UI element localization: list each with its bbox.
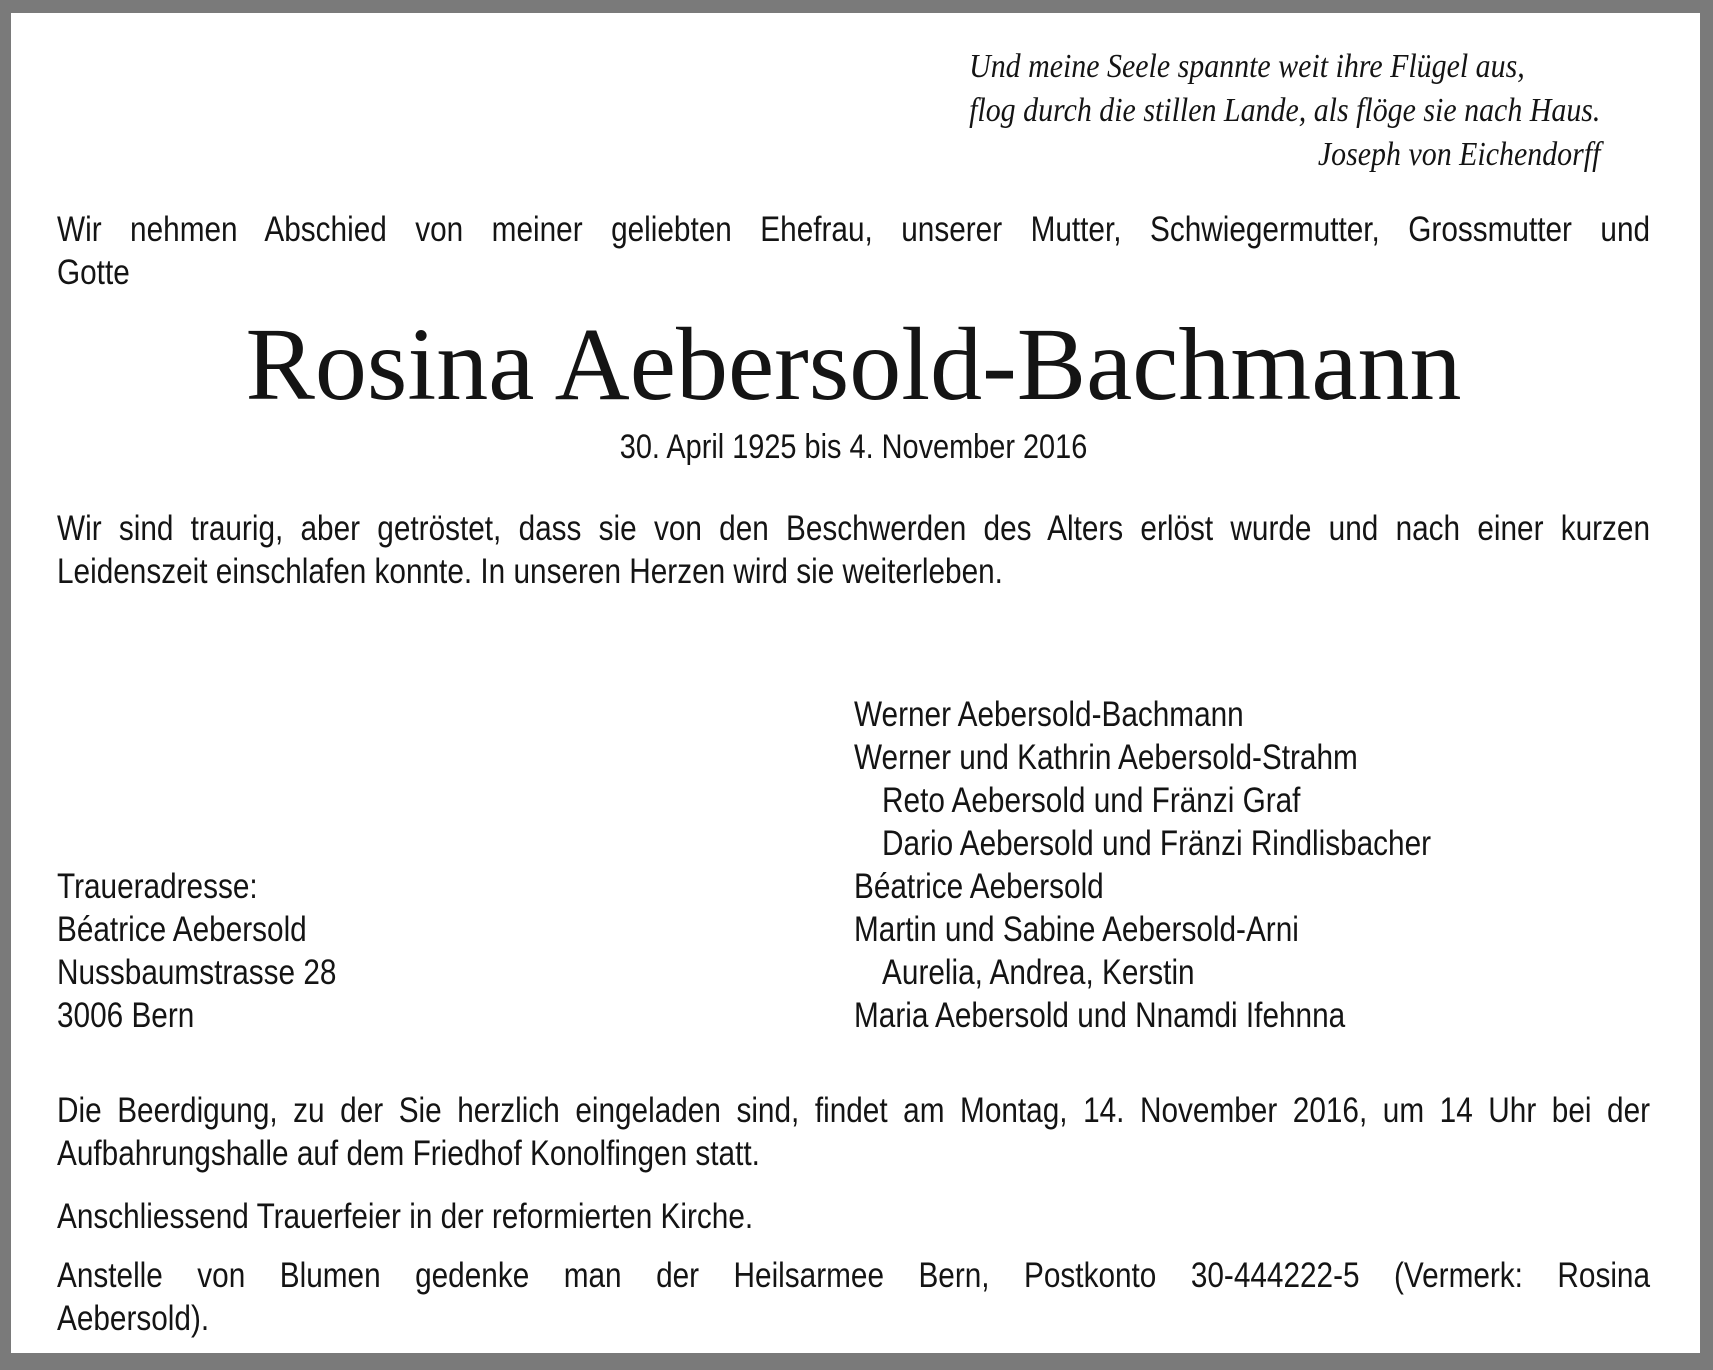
address-line: Nussbaumstrasse 28 — [57, 953, 337, 992]
family-section — [57, 693, 1650, 1037]
donation-paragraph — [57, 1254, 1650, 1340]
funeral-details-paragraph: Die Beerdigung, zu der Sie herzlich eingeladen sind, findet am Montag, 14. November 2016, um 14 Uhr bei der Aufbahrungshalle auf dem Friedhof Konolfingen statt. — [57, 1091, 1651, 1173]
epigraph-line-2: flog durch die stillen Lande, als flöge sie nach Haus. — [968, 92, 1600, 129]
family-member: Reto Aebersold und Fränzi Graf — [881, 781, 1300, 820]
epigraph-line-1: Und meine Seele spannte weit ihre Flügel aus, — [968, 48, 1525, 85]
family-list — [854, 693, 1651, 1037]
intro-line-1: Wir nehmen Abschied von meiner geliebten Ehefrau, unserer Mutter, Schwiegermutter, Grossmutter und — [57, 210, 1651, 249]
obituary-content — [11, 13, 1700, 1353]
family-member: Martin und Sabine Aebersold-Arni — [853, 910, 1299, 949]
mourning-address-label: Traueradresse: — [57, 867, 258, 906]
intro-line-2: Gotte — [57, 253, 130, 292]
service-paragraph: Anschliessend Trauerfeier in der reformierten Kirche. — [57, 1197, 754, 1236]
epigraph-attribution: Joseph von Eichendorff — [1317, 136, 1600, 173]
mourning-address — [57, 865, 854, 1037]
intro-paragraph — [57, 208, 1650, 294]
address-line: 3006 Bern — [57, 996, 195, 1035]
condolence-paragraph: Wir sind traurig, aber getröstet, dass sie von den Beschwerden des Alters erlöst wurde und nach einer kurzen Leidenszeit einschlafen konnte. In unseren Herzen wird sie weiterleben. — [57, 509, 1651, 591]
family-member: Werner Aebersold-Bachmann — [853, 695, 1244, 734]
donation-line-2: Aebersold). — [57, 1299, 210, 1338]
family-member: Dario Aebersold und Fränzi Rindlisbacher — [881, 824, 1431, 863]
deceased-name: Rosina Aebersold-Bachmann — [245, 307, 1462, 422]
family-member: Werner und Kathrin Aebersold-Strahm — [853, 738, 1358, 777]
family-member: Béatrice Aebersold — [853, 867, 1104, 906]
epigraph — [969, 45, 1600, 177]
life-dates: 30. April 1925 bis 4. November 2016 — [619, 428, 1088, 466]
family-member: Maria Aebersold und Nnamdi Ifehnna — [853, 996, 1345, 1035]
family-member: Aurelia, Andrea, Kerstin — [881, 953, 1195, 992]
donation-line-1: Anstelle von Blumen gedenke man der Heilsarmee Bern, Postkonto 30-444222-5 (Vermerk: Rosina — [57, 1256, 1651, 1295]
address-line: Béatrice Aebersold — [57, 910, 307, 949]
